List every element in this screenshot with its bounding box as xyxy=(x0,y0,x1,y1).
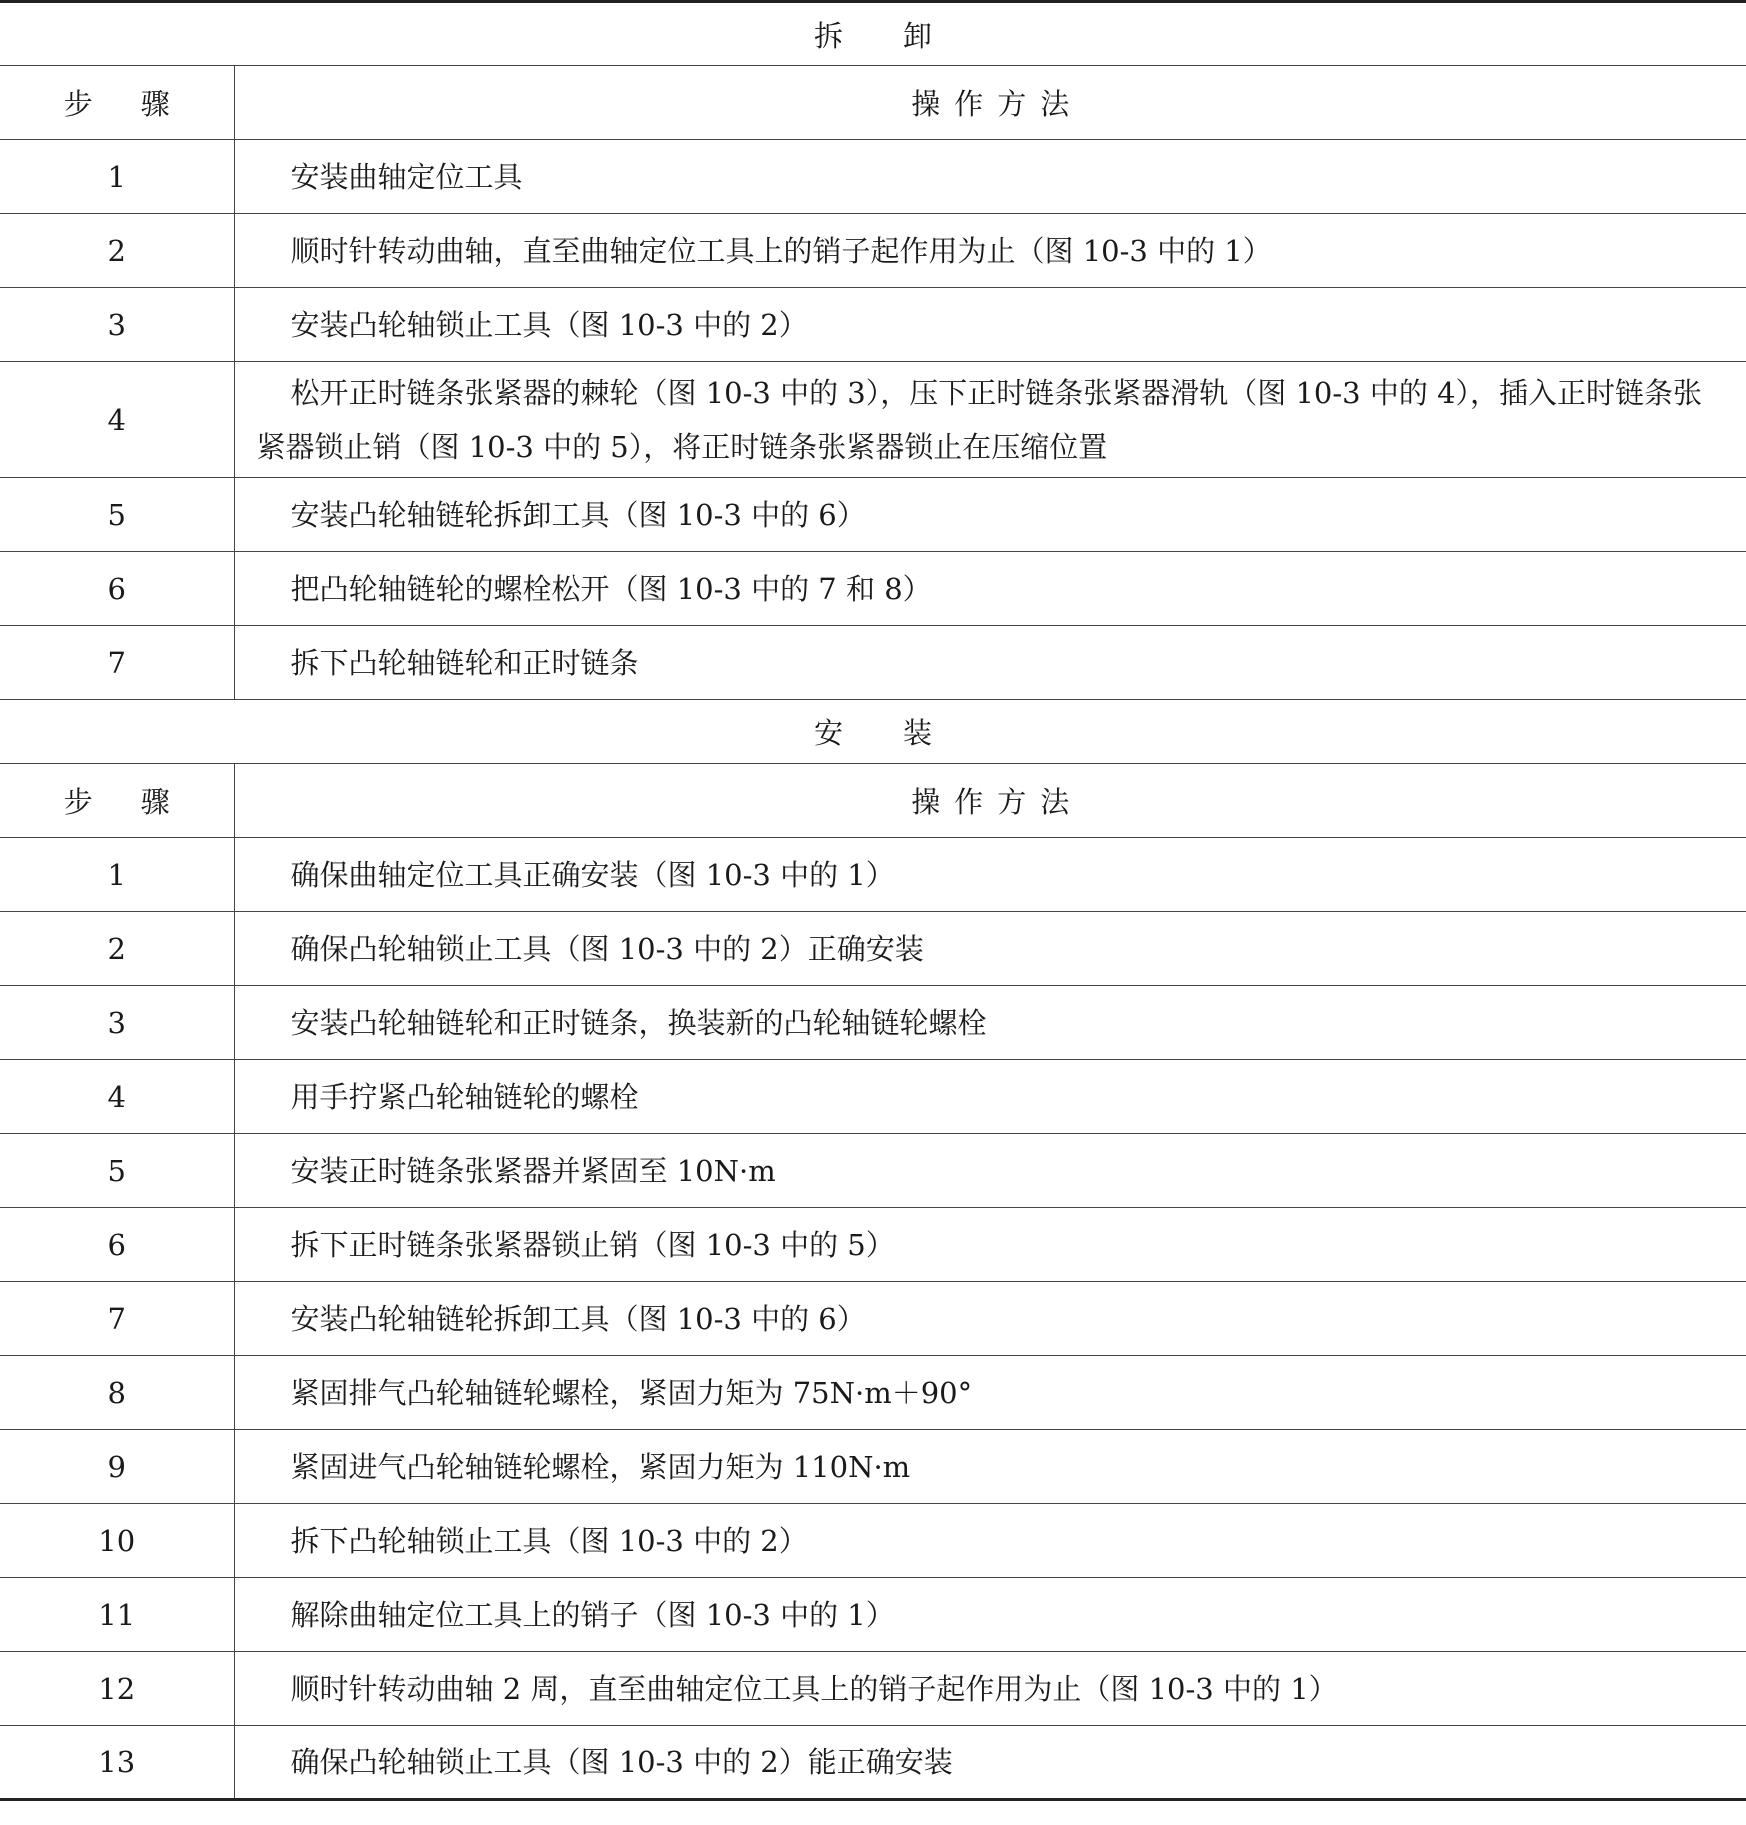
installation-section-title-row xyxy=(0,700,1746,764)
installation-step-method: 顺时针转动曲轴 2 周，直至曲轴定位工具上的销子起作用为止（图 10-3 中的 1） xyxy=(234,1652,1746,1726)
removal-step-method: 安装凸轮轴锁止工具（图 10-3 中的 2） xyxy=(234,288,1746,362)
removal-section-title-row xyxy=(0,2,1746,66)
removal-step-method: 安装凸轮轴链轮拆卸工具（图 10-3 中的 6） xyxy=(234,478,1746,552)
installation-step-method: 用手拧紧凸轮轴链轮的螺栓 xyxy=(234,1060,1746,1134)
removal-row-4 xyxy=(0,362,1746,478)
removal-header-method: 操作方法 xyxy=(234,66,1746,140)
installation-step-number: 7 xyxy=(0,1282,234,1356)
removal-step-number: 6 xyxy=(0,552,234,626)
removal-step-method: 安装曲轴定位工具 xyxy=(234,140,1746,214)
installation-step-number: 1 xyxy=(0,838,234,912)
removal-header-row xyxy=(0,66,1746,140)
installation-row-9 xyxy=(0,1430,1746,1504)
removal-row-6 xyxy=(0,552,1746,626)
installation-step-method: 紧固排气凸轮轴链轮螺栓，紧固力矩为 75N·m＋90° xyxy=(234,1356,1746,1430)
installation-step-method: 安装凸轮轴链轮和正时链条，换装新的凸轮轴链轮螺栓 xyxy=(234,986,1746,1060)
installation-step-number: 9 xyxy=(0,1430,234,1504)
installation-step-method: 确保凸轮轴锁止工具（图 10-3 中的 2）正确安装 xyxy=(234,912,1746,986)
installation-step-method: 拆下凸轮轴锁止工具（图 10-3 中的 2） xyxy=(234,1504,1746,1578)
installation-step-number: 5 xyxy=(0,1134,234,1208)
installation-step-method: 安装凸轮轴链轮拆卸工具（图 10-3 中的 6） xyxy=(234,1282,1746,1356)
installation-row-2 xyxy=(0,912,1746,986)
installation-header-step: 步骤 xyxy=(0,764,234,838)
installation-section-title: 安装 xyxy=(0,700,1746,764)
installation-row-12 xyxy=(0,1652,1746,1726)
removal-step-number: 5 xyxy=(0,478,234,552)
installation-step-number: 6 xyxy=(0,1208,234,1282)
installation-row-4 xyxy=(0,1060,1746,1134)
removal-row-3 xyxy=(0,288,1746,362)
installation-row-3 xyxy=(0,986,1746,1060)
installation-row-13 xyxy=(0,1726,1746,1800)
installation-row-11 xyxy=(0,1578,1746,1652)
removal-step-method: 把凸轮轴链轮的螺栓松开（图 10-3 中的 7 和 8） xyxy=(234,552,1746,626)
removal-step-number: 4 xyxy=(0,362,234,478)
installation-step-number: 8 xyxy=(0,1356,234,1430)
installation-step-number: 13 xyxy=(0,1726,234,1800)
installation-step-method: 拆下正时链条张紧器锁止销（图 10-3 中的 5） xyxy=(234,1208,1746,1282)
installation-step-number: 4 xyxy=(0,1060,234,1134)
removal-step-number: 7 xyxy=(0,626,234,700)
removal-header-step: 步骤 xyxy=(0,66,234,140)
removal-row-7 xyxy=(0,626,1746,700)
removal-step-method: 顺时针转动曲轴，直至曲轴定位工具上的销子起作用为止（图 10-3 中的 1） xyxy=(234,214,1746,288)
installation-row-7 xyxy=(0,1282,1746,1356)
removal-row-5 xyxy=(0,478,1746,552)
removal-step-number: 1 xyxy=(0,140,234,214)
installation-step-method: 确保凸轮轴锁止工具（图 10-3 中的 2）能正确安装 xyxy=(234,1726,1746,1800)
installation-step-number: 3 xyxy=(0,986,234,1060)
installation-row-1 xyxy=(0,838,1746,912)
removal-row-1 xyxy=(0,140,1746,214)
removal-step-method: 松开正时链条张紧器的棘轮（图 10-3 中的 3），压下正时链条张紧器滑轨（图 10-3 中的 4），插入正时链条张紧器锁止销（图 10-3 中的 5），将正时链条张紧器锁止在压缩位置 xyxy=(234,362,1746,478)
installation-step-number: 11 xyxy=(0,1578,234,1652)
installation-step-method: 紧固进气凸轮轴链轮螺栓，紧固力矩为 110N·m xyxy=(234,1430,1746,1504)
removal-step-number: 3 xyxy=(0,288,234,362)
installation-row-10 xyxy=(0,1504,1746,1578)
removal-row-2 xyxy=(0,214,1746,288)
installation-step-number: 12 xyxy=(0,1652,234,1726)
installation-step-method: 解除曲轴定位工具上的销子（图 10-3 中的 1） xyxy=(234,1578,1746,1652)
installation-header-method: 操作方法 xyxy=(234,764,1746,838)
removal-step-number: 2 xyxy=(0,214,234,288)
installation-step-number: 10 xyxy=(0,1504,234,1578)
installation-header-row xyxy=(0,764,1746,838)
removal-step-method: 拆下凸轮轴链轮和正时链条 xyxy=(234,626,1746,700)
installation-row-6 xyxy=(0,1208,1746,1282)
installation-row-5 xyxy=(0,1134,1746,1208)
installation-step-method: 安装正时链条张紧器并紧固至 10N·m xyxy=(234,1134,1746,1208)
installation-step-method: 确保曲轴定位工具正确安装（图 10-3 中的 1） xyxy=(234,838,1746,912)
installation-row-8 xyxy=(0,1356,1746,1430)
removal-section-title: 拆卸 xyxy=(0,2,1746,66)
installation-step-number: 2 xyxy=(0,912,234,986)
